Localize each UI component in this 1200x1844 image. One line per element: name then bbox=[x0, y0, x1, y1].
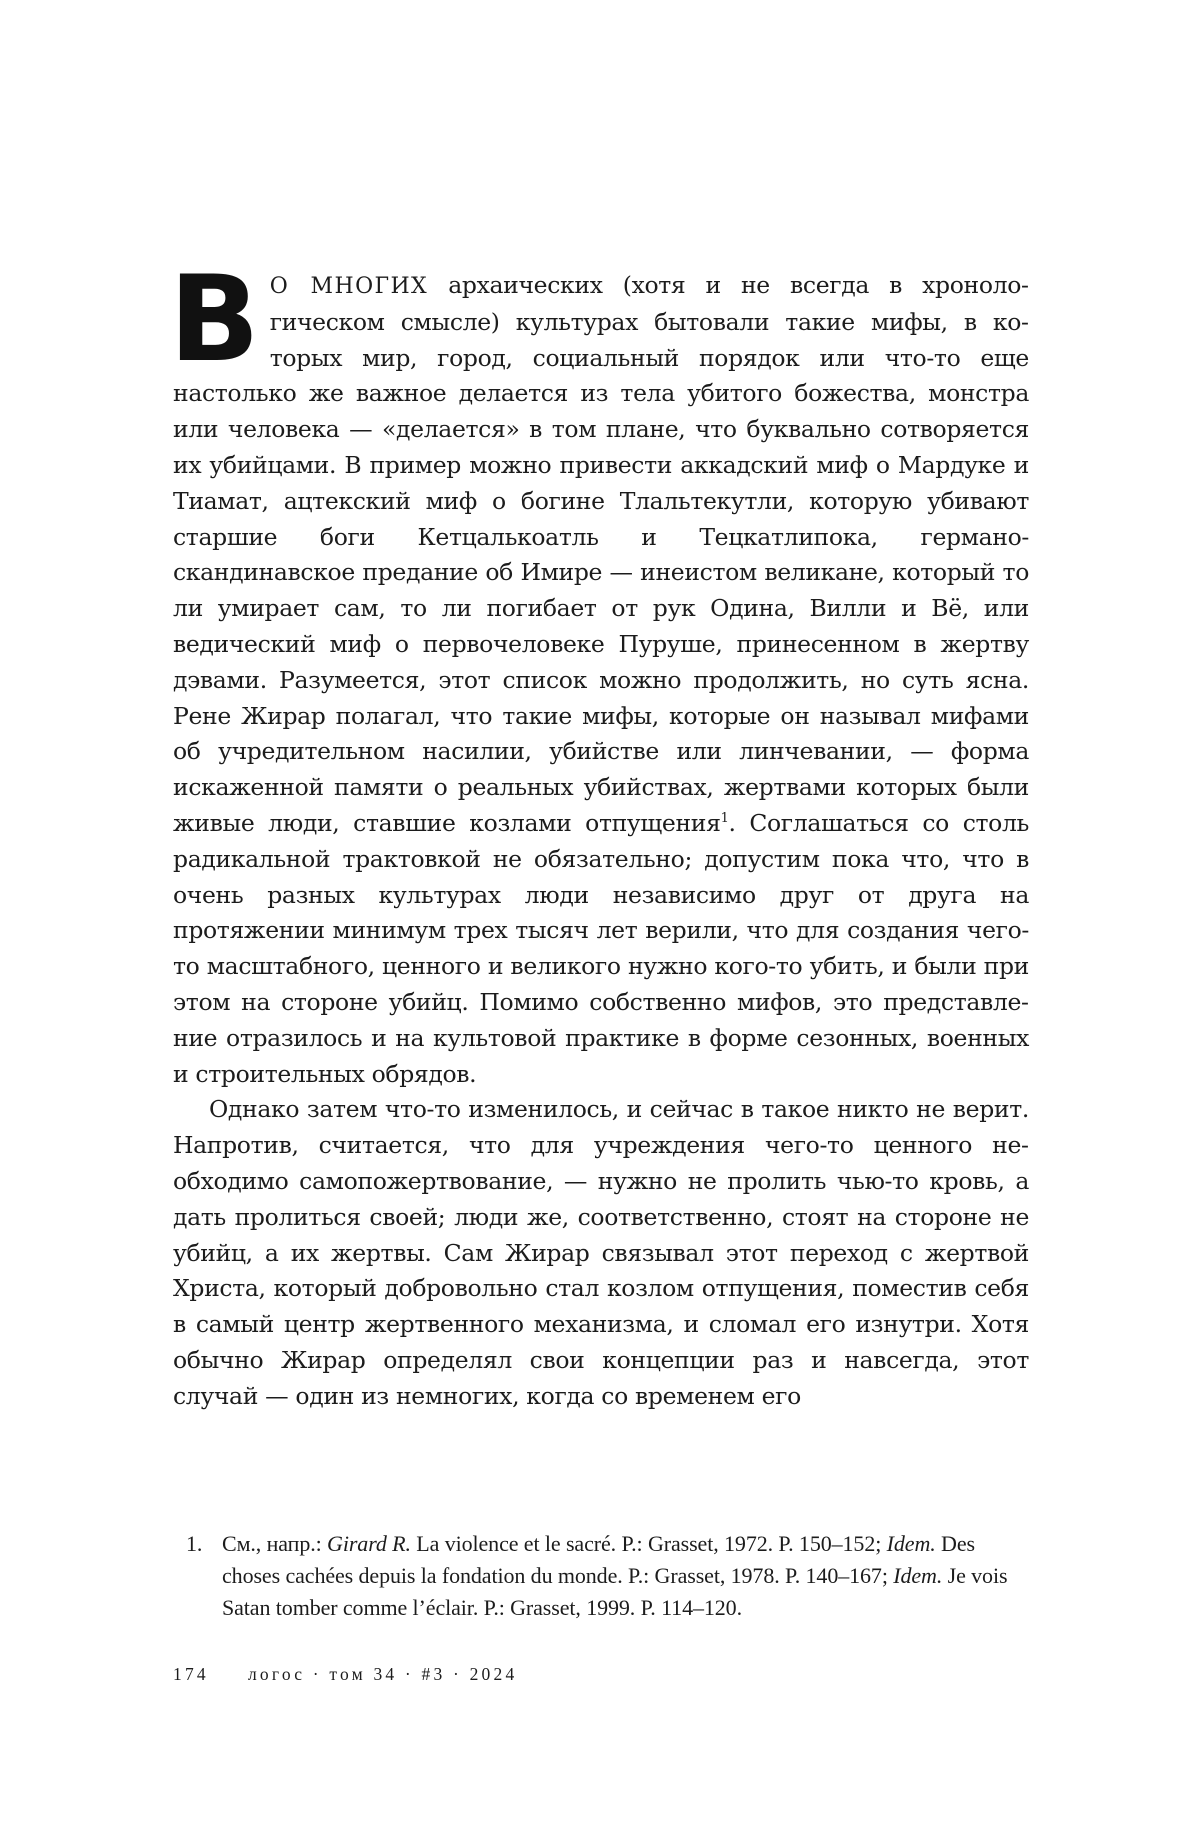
footnote-text-2: La violence et le sacré. P.: Grasset, 1972. P. 150–152; bbox=[410, 1531, 887, 1556]
footnote-number: 1. bbox=[186, 1531, 203, 1556]
paragraph-1-text-b: . Соглашаться со столь радикальной трактовкой не обязательно; допустим пока что, что в очень разных культурах люди независимо друг от друга на протяжении минимум трех тысяч лет верили, что для создания чего-то масштабного, ценного и великого нужно кого-то убить, и были при этом на стороне убийц. Помимо собственно мифов, это представление отразилось и на культовой практике в форме сезонных, военных и строительных обрядов. bbox=[173, 808, 1029, 1088]
footnote-text-4: Je vois Satan tomber comme l’éclair. P.: Grasset, 1999. P. 114–120. bbox=[222, 1563, 1008, 1620]
footnote-text-1: См., напр.: bbox=[222, 1531, 328, 1556]
running-footer bbox=[173, 1664, 873, 1685]
journal-info: логос · том 34 · #3 · 2024 bbox=[248, 1664, 518, 1684]
footnotes bbox=[186, 1528, 1030, 1624]
page-number: 174 bbox=[173, 1664, 209, 1684]
footnote-idem-1: Idem. bbox=[886, 1531, 936, 1556]
paragraph-2: Однако затем что-то изменилось, и сейчас в такое никто не верит. Напротив, считается, что для учреждения чего-то ценного необходимо самопожертвование, — нужно не пролить чью-то кровь, а дать пролиться своей; люди же, соответственно, стоят на стороне не убийц, а их жертвы. Сам Жирар связывал этот переход с жертвой Христа, который добровольно стал козлом отпущения, поместив себя в самый центр жертвенного механизма, и сломал его изнутри. Хотя обычно Жирар определял свои концепции раз и навсегда, этот случай — один из немногих, когда со временем его bbox=[173, 1095, 1029, 1410]
footnote-author: Girard R. bbox=[327, 1531, 411, 1556]
footnote-1 bbox=[186, 1528, 1030, 1624]
footnote-idem-2: Idem. bbox=[893, 1563, 943, 1588]
main-text bbox=[169, 251, 1029, 1415]
footnote-text-3: Des choses cachées depuis la fondation du monde. P.: Grasset, 1978. P. 140–167; bbox=[222, 1531, 975, 1588]
paragraph-1 bbox=[169, 251, 1029, 1092]
lead-in-smallcaps: О МНОГИХ bbox=[269, 274, 429, 299]
footnote-reference[interactable]: 1 bbox=[720, 810, 729, 826]
paragraph-1-text-a: архаических (хотя и не всегда в хронологическом смысле) культурах бытовали такие мифы, в которых мир, город, социальный порядок или что-то еще настолько же важное делается из тела убитого божества, монстра или человека — «делается» в том плане, что буквально сотворяется их убийцами. В пример можно привести аккадский миф о Мардуке и Тиамат, ацтекский миф о богине Тлальтекутли, которую убивают старшие боги Кетцалькоатль и Тецкатлипока, германо-скандинавское предание об Имире — инеистом великане, который то ли умирает сам, то ли погибает от рук Одина, Вилли и Вё, или ведический миф о первочеловеке Пуруше, принесенном в жертву дэвами. Разумеется, этот список можно продолжить, но суть ясна. Рене Жирар полагал, что такие мифы, которые он называл мифами об учредительном насилии, убийстве или линчевании, — форма искаженной памяти о реальных убийствах, жертвами которых были живые люди, ставшие козлами отпущения bbox=[173, 271, 1029, 837]
drop-cap: В bbox=[169, 251, 260, 389]
